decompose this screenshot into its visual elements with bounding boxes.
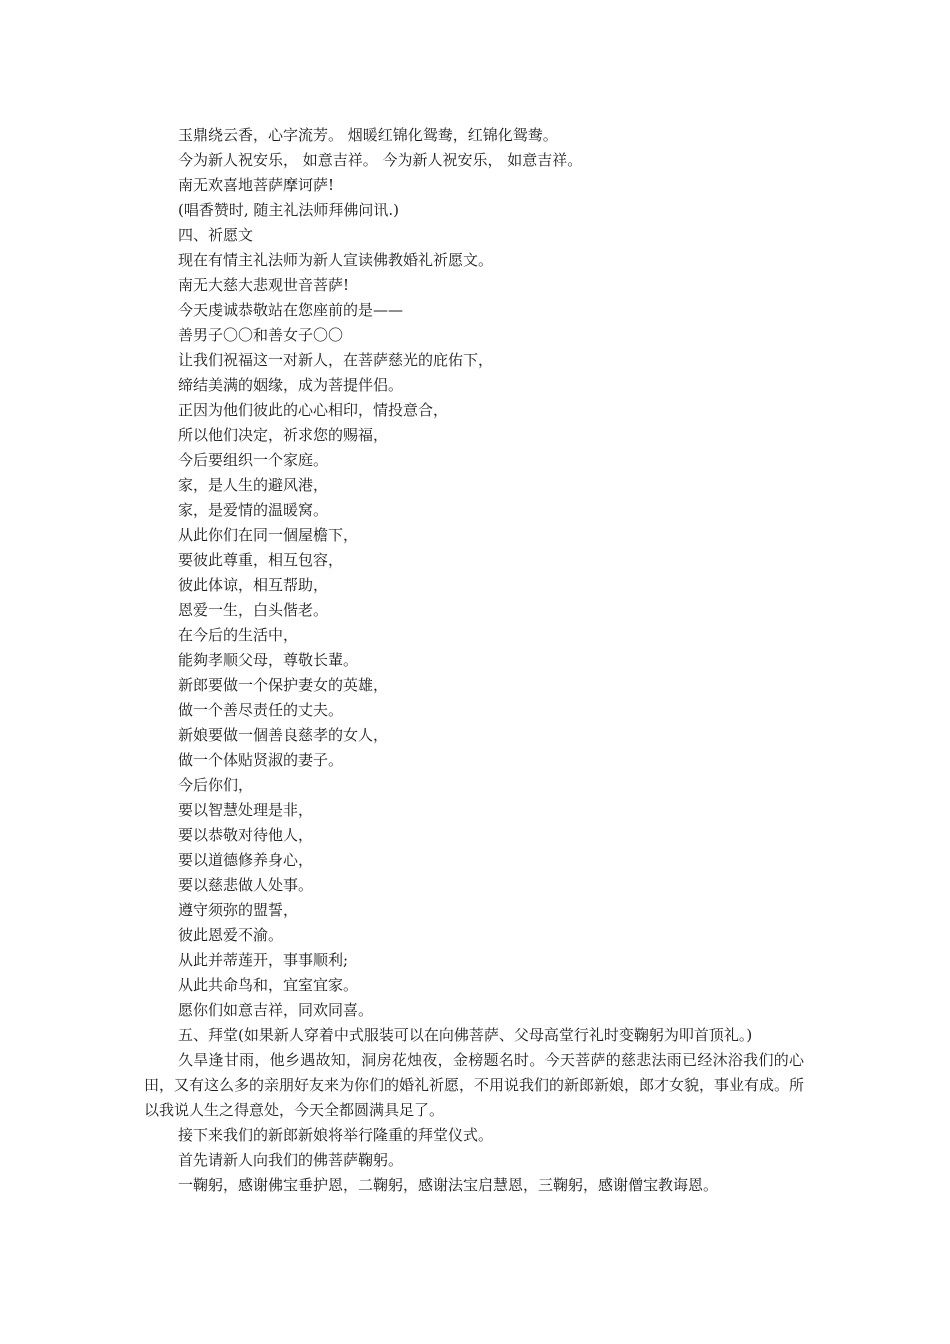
text-line: 所以他们决定，祈求您的赐福， [178,426,389,444]
text-line: 今天虔诚恭敬站在您座前的是—— [178,301,404,319]
text-line: 要以道德修养身心， [178,851,314,869]
text-line: 彼此体谅，相互帮助， [178,576,329,594]
verse-line: 今为新人祝安乐， 如意吉祥。 今为新人祝安乐， 如意吉祥。 [178,151,583,169]
text-line: 从此并蒂莲开，事事顺利; [178,951,349,969]
body-paragraph: 接下来我们的新郎新娘将举行隆重的拜堂仪式。 [178,1126,494,1144]
verse-line: 玉鼎绕云香，心字流芳。 烟暖红锦化鸳鸯，红锦化鸳鸯。 [178,126,558,144]
text-line: 让我们祝福这一对新人，在菩萨慈光的庇佑下， [178,351,494,369]
document-body [144,123,804,1198]
text-line: 在今后的生活中， [178,626,299,644]
body-paragraph: 久旱逢甘雨，他乡遇故知，洞房花烛夜，金榜题名时。今天菩萨的慈悲法雨已经沐浴我们的心田，又有这么多的亲朋好友来为你们的婚礼祈愿，不用说我们的新郎新娘，郎才女貌，事业有成。所以我说人生之得意处，今天全都圆满具足了。 [144,1051,805,1119]
text-line: 要以慈悲做人处事。 [178,876,314,894]
text-line: 从此共命鸟和，宜室宜家。 [178,976,359,994]
text-line: 恩爱一生，白头偕老。 [178,601,329,619]
body-paragraph: 首先请新人向我们的佛菩萨鞠躬。 [178,1151,404,1169]
text-line: 新郎要做一个保护妻女的英雄， [178,676,389,694]
text-line: 做一个体贴贤淑的妻子。 [178,751,344,769]
text-line: 今后你们， [178,776,254,794]
text-line: 要以恭敬对待他人， [178,826,314,844]
text-line: 现在有情主礼法师为新人宣读佛教婚礼祈愿文。 [178,251,494,269]
text-line: 新娘要做一個善良慈孝的女人， [178,726,389,744]
verse-line: 南无欢喜地菩萨摩诃萨! [178,176,335,194]
body-paragraph: 一鞠躬，感谢佛宝垂护恩，二鞠躬，感谢法宝启慧恩，三鞠躬，感谢僧宝教诲恩。 [178,1176,719,1194]
text-line: 南无大慈大悲观世音菩萨! [178,276,350,294]
text-line: 做一个善尽责任的丈夫。 [178,701,344,719]
text-line: 缔结美满的姻缘，成为菩提伴侣。 [178,376,404,394]
text-line: 从此你们在同一個屋檐下， [178,526,359,544]
text-line: 今后要组织一个家庭。 [178,451,329,469]
text-line: 能夠孝顺父母，尊敬长輩。 [178,651,359,669]
instruction-note: (唱香赞时, 随主礼法师拜佛问讯.) [178,201,400,219]
text-line: 愿你们如意吉祥，同欢同喜。 [178,1001,374,1019]
text-line: 要以智慧处理是非， [178,801,314,819]
text-line: 善男子〇〇和善女子〇〇 [178,326,344,344]
text-line: 彼此恩爱不渝。 [178,926,284,944]
text-line: 遵守须弥的盟誓， [178,901,299,919]
text-line: 家，是人生的避风港， [178,476,329,494]
text-line: 要彼此尊重，相互包容， [178,551,344,569]
text-line: 家，是爱情的温暖窝。 [178,501,329,519]
section-heading: 四、祈愿文 [178,226,254,244]
text-line: 正因为他们彼此的心心相印，情投意合， [178,401,449,419]
section-heading-paragraph: 五、拜堂(如果新人穿着中式服装可以在向佛菩萨、父母高堂行礼时变鞠躬为叩首顶礼。) [178,1026,753,1044]
